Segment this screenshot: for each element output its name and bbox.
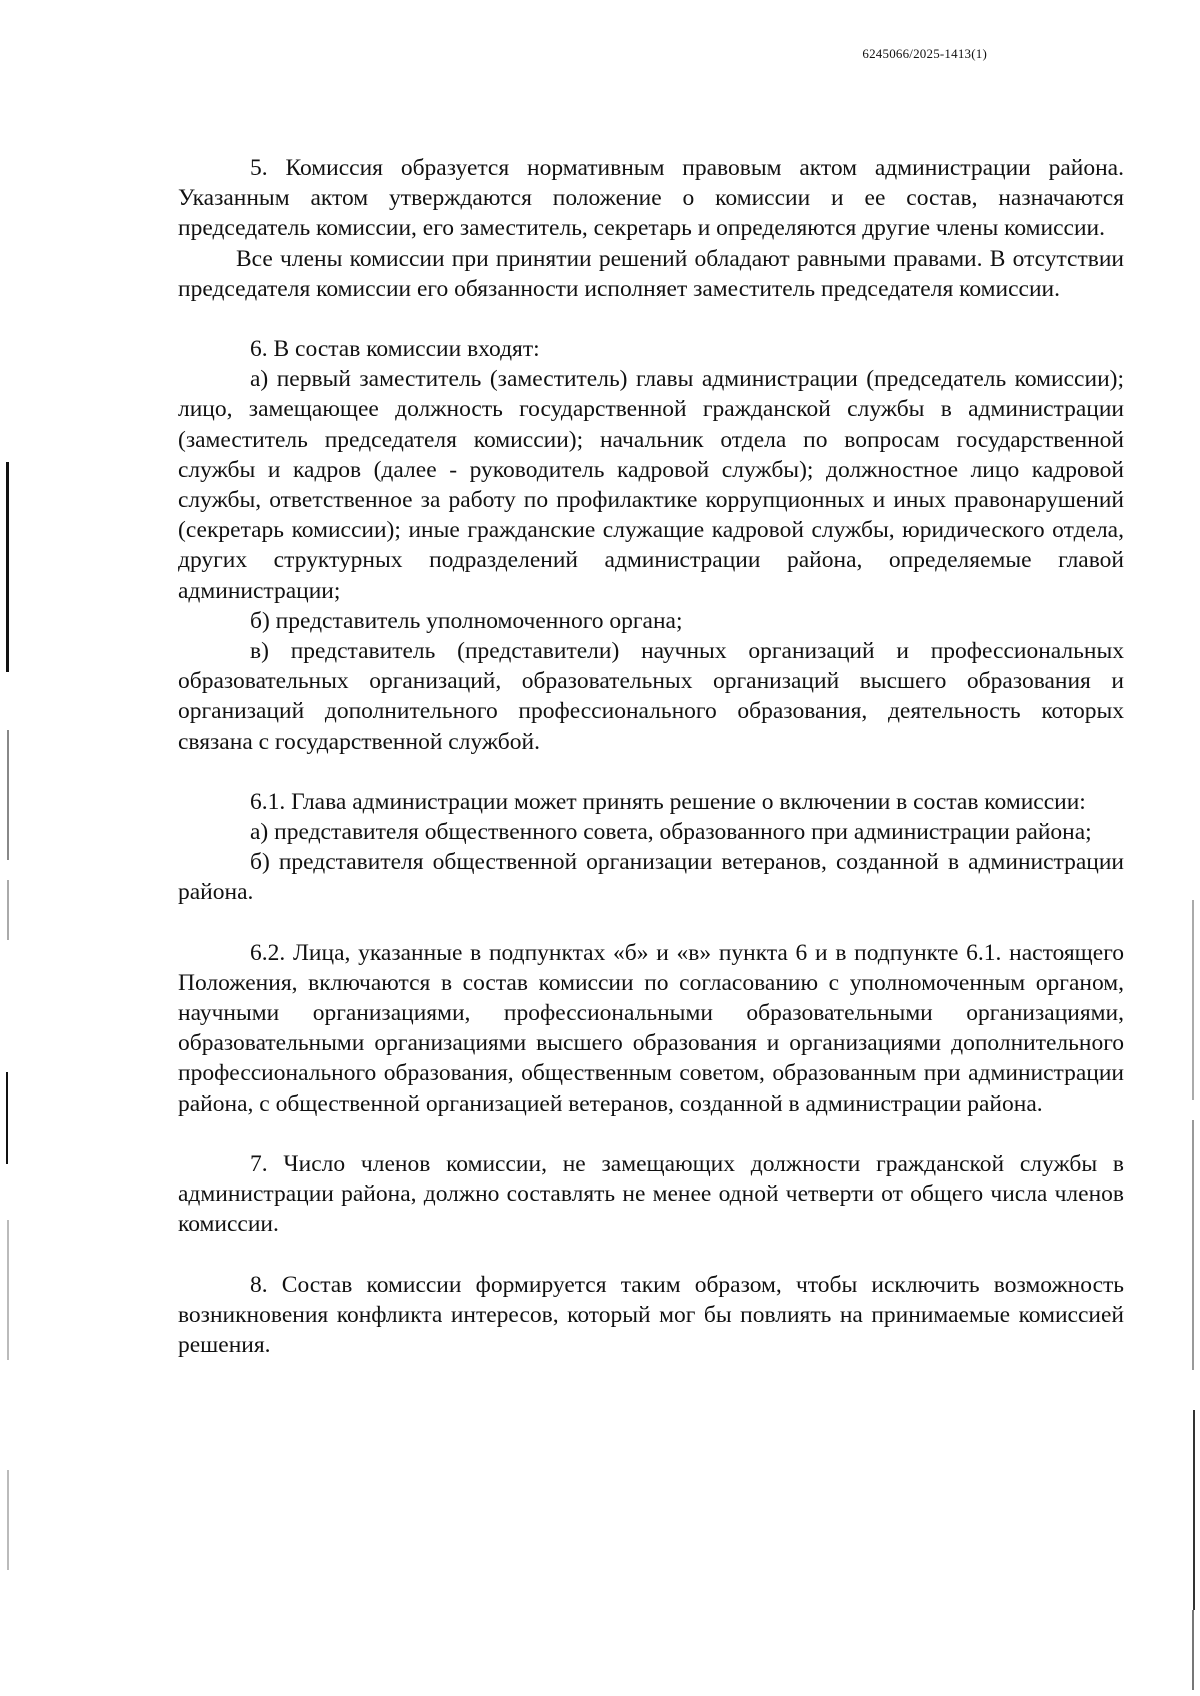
paragraph-7: 7. Число членов комиссии, не замещающих должности гражданской службы в администрации района, должно составлять не менее одной четверти от общего числа членов комиссии. — [178, 1150, 1124, 1238]
paragraph-6-v: в) представитель (представители) научных организаций и профессиональных образовательных организаций, образовательных организаций высшего образования и организаций дополнительного профессионального образования, деятельность которых связана с государственной службой. — [178, 638, 1124, 755]
scan-edge-mark — [6, 1072, 8, 1164]
scan-edge-mark — [1192, 1120, 1194, 1370]
paragraph-5-members: Все члены комиссии при принятии решений обладают равными правами. В отсутствии председателя комиссии его обязанности исполняет заместитель председателя комиссии. — [178, 245, 1124, 302]
scan-edge-mark — [7, 730, 9, 860]
scan-edge-mark — [1192, 1610, 1194, 1690]
document-number: 6245066/2025-1413(1) — [862, 46, 987, 61]
paragraph-6-1-a: а) представителя общественного совета, образованного при администрации района; — [250, 819, 1092, 846]
paragraph-6: 6. В состав комиссии входят: — [250, 336, 540, 363]
paragraph-5: 5. Комиссия образуется нормативным правовым актом администрации района. Указанным актом утверждаются положение о комиссии и ее состав, назначаются председатель комиссии, его заместитель, секретарь и определяются другие члены комиссии. — [178, 155, 1124, 242]
scan-edge-mark — [1192, 900, 1194, 1100]
document-body — [178, 153, 1124, 1360]
scan-edge-mark — [1193, 1410, 1195, 1610]
paragraph-6-b: б) представитель уполномоченного органа; — [250, 607, 683, 634]
scan-edge-mark — [7, 880, 9, 940]
paragraph-6-2: 6.2. Лица, указанные в подпунктах «б» и «в» пункта 6 и в подпункте 6.1. настоящего Положения, включаются в состав комиссии по согласованию с уполномоченным органом, научными организациями, профессиональными образовательными организациями, образовательными организациями высшего образования и организациями дополнительного профессионального образования, общественным советом, образованным при администрации района, с общественной организацией ветеранов, созданной в администрации района. — [178, 939, 1124, 1117]
scan-edge-mark — [7, 1220, 9, 1360]
scan-edge-mark — [6, 462, 9, 672]
paragraph-8: 8. Состав комиссии формируется таким образом, чтобы исключить возможность возникновения конфликта интересов, который мог бы повлиять на принимаемые комиссией решения. — [178, 1271, 1124, 1358]
paragraph-6-1-b: б) представителя общественной организации ветеранов, созданной в администрации района. — [178, 849, 1124, 906]
paragraph-6-1: 6.1. Глава администрации может принять решение о включении в состав комиссии: — [250, 788, 1086, 815]
scan-edge-mark — [7, 1470, 9, 1570]
paragraph-6-a: а) первый заместитель (заместитель) главы администрации (председатель комиссии); лицо, замещающее должность государственной гражданской службы в администрации (заместитель председателя комиссии); начальник отдела по вопросам государственной службы и кадров (далее - руководитель кадровой службы); должностное лицо кадровой службы, ответственное за работу по профилактике коррупционных и иных правонарушений (секретарь комиссии); иные гражданские служащие кадровой службы, юридического отдела, других структурных подразделений администрации района, определяемые главой администрации; — [178, 366, 1124, 604]
